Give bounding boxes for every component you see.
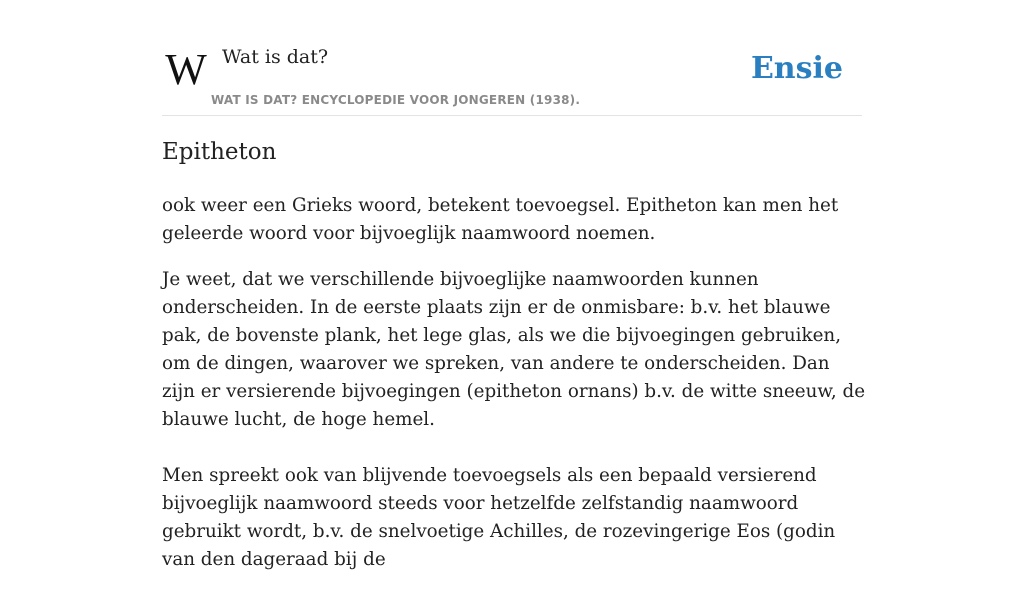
site-title[interactable]: Wat is dat? [222,46,329,68]
article-title: Epitheton [162,139,277,165]
article-paragraph: Je weet, dat we verschillende bijvoeglijke naamwoorden kunnen onderscheiden. In de eerste plaats zijn er de onmisbare: b.v. het blauwe pak, de bovenste plank, het lege glas, als we die bijvoegingen gebruiken, om de dingen, waarover we spreken, van andere te onderscheiden. Dan zijn er versierende bijvoegingen (epitheton ornans) b.v. de witte sneeuw, de blauwe lucht, de hoge hemel. [162,269,866,430]
site-subtitle: WAT IS DAT? ENCYCLOPEDIE VOOR JONGEREN (1938). [211,93,581,107]
article-body [162,192,866,592]
wikipedia-logo-icon[interactable]: W [165,45,207,94]
brand-logo[interactable]: Ensie [750,51,843,86]
article-paragraph: Men spreekt ook van blijvende toevoegsels als een bepaald versierend bijvoeglijk naamwoord steeds voor hetzelfde zelfstandig naamwoord gebruikt wordt, b.v. de snelvoetige Achilles, de rozevingerige Eos (godin van den dageraad bij de [162,465,836,570]
site-header [162,40,862,116]
article-paragraph: ook weer een Grieks woord, betekent toevoegsel. Epitheton kan men het geleerde woord voor bijvoeglijk naamwoord noemen. [162,195,839,244]
